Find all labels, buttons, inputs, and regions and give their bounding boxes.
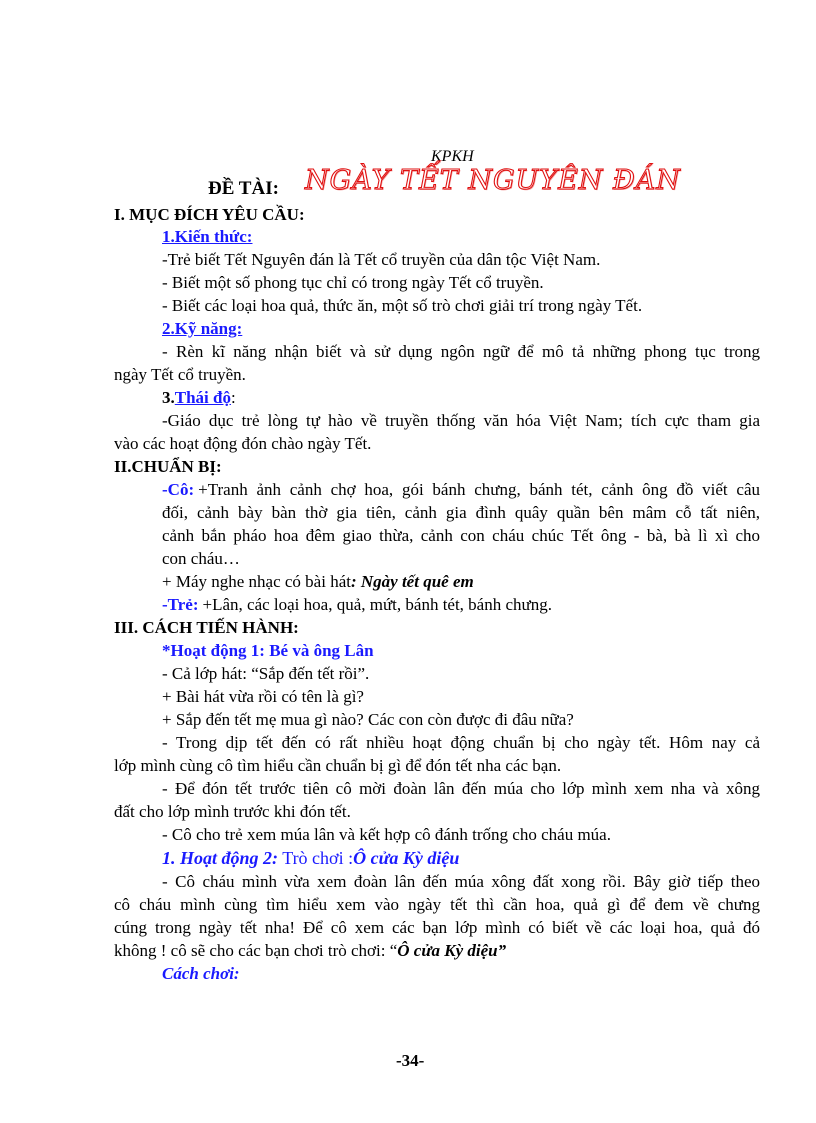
activity1-line-7: đất cho lớp mình trước khi đón tết.	[114, 802, 351, 821]
activity2-game-label: Trò chơi :	[282, 848, 354, 868]
attitude-heading-number: 3.	[162, 388, 175, 407]
teacher-line-1	[162, 479, 760, 501]
activity2-prefix: 1. Hoạt động 2:	[162, 848, 279, 868]
activity2-line-4-game: Ô cửa Kỳ diệu”	[397, 941, 507, 960]
knowledge-line-2: - Biết một số phong tục chỉ có trong ngày Tết cổ truyền.	[162, 273, 544, 292]
attitude-line-2: vào các hoạt động đón chào ngày Tết.	[114, 434, 372, 453]
teacher-line-3: cảnh bắn pháo hoa đêm giao thừa, cảnh con cháu chúc Tết ông - bà, bà lì xì cho	[162, 526, 760, 545]
topic-title: NGÀY TẾT NGUYÊN ĐÁN	[305, 165, 681, 196]
skills-line-1: - Rèn kĩ năng nhận biết và sử dụng ngôn ngữ để mô tả những phong tục trong	[162, 342, 760, 361]
children-label: -Trẻ:	[162, 595, 199, 614]
teacher-line-4: con cháu…	[162, 549, 240, 568]
teacher-label: -Cô:	[162, 480, 195, 499]
attitude-heading	[162, 387, 236, 409]
activity2-line-2: cô cháu mình cùng tìm hiểu xem vào ngày tết thì cần hoa, quả gì để đem về chưng	[114, 895, 760, 914]
activity2-line-1: - Cô cháu mình vừa xem đoàn lân đến múa xông đất xong rồi. Bây giờ tiếp theo	[162, 872, 760, 891]
attitude-line-1: -Giáo dục trẻ lòng tự hào về truyền thống văn hóa Việt Nam; tích cực tham gia	[162, 411, 760, 430]
section1-heading: I. MỤC ĐÍCH YÊU CẦU:	[114, 205, 305, 224]
activity1-line-3: + Sắp đến tết mẹ mua gì nào? Các con còn được đi đâu nữa?	[162, 710, 574, 729]
music-song: : Ngày tết quê em	[350, 572, 474, 591]
activity2-heading	[162, 847, 459, 869]
kpkh-label: KPKH	[431, 148, 474, 165]
activity1-line-8: - Cô cho trẻ xem múa lân và kết hợp cô đánh trống cho cháu múa.	[162, 825, 611, 844]
activity2-line-4-prefix: không ! cô sẽ cho các bạn chơi trò chơi: “	[114, 941, 398, 960]
knowledge-heading: 1.Kiến thức:	[162, 227, 253, 246]
activity1-line-5: lớp mình cùng cô tìm hiểu cần chuẩn bị gì để đón tết nha các bạn.	[114, 756, 562, 775]
activity1-line-6: - Để đón tết trước tiên cô mời đoàn lân đến múa cho lớp mình xem nha và xông	[162, 779, 760, 798]
children-text: +Lân, các loại hoa, quả, mứt, bánh tét, bánh chưng.	[202, 595, 552, 614]
teacher-text-1: +Tranh ảnh cảnh chợ hoa, gói bánh chưng, bánh tét, cảnh ông đồ viết câu	[198, 480, 760, 499]
attitude-heading-text: Thái độ	[174, 388, 231, 407]
knowledge-line-3: - Biết các loại hoa quả, thức ăn, một số trò chơi giải trí trong ngày Tết.	[162, 296, 643, 315]
activity2-line-4	[114, 940, 506, 962]
knowledge-line-1: -Trẻ biết Tết Nguyên đán là Tết cổ truyền của dân tộc Việt Nam.	[162, 250, 601, 269]
how-to-play-label: Cách chơi:	[162, 964, 240, 983]
section3-heading: III. CÁCH TIẾN HÀNH:	[114, 618, 299, 637]
activity1-line-1: - Cả lớp hát: “Sắp đến tết rồi”.	[162, 664, 370, 683]
topic-label: ĐỀ TÀI:	[208, 178, 279, 199]
attitude-heading-colon: :	[230, 388, 236, 407]
music-line	[162, 571, 474, 593]
children-line	[162, 594, 552, 616]
skills-heading: 2.Kỹ năng:	[162, 319, 243, 338]
activity2-line-3: cúng trong ngày tết nha! Để cô xem các bạn lớp mình có biết về các loại hoa, quả đó	[114, 918, 760, 937]
page-number: -34-	[396, 1051, 425, 1070]
activity1-heading: *Hoạt động 1: Bé và ông Lân	[162, 641, 374, 660]
activity1-line-2: + Bài hát vừa rồi có tên là gì?	[162, 687, 364, 706]
activity1-line-4: - Trong dịp tết đến có rất nhiều hoạt động chuẩn bị cho ngày tết. Hôm nay cả	[162, 733, 760, 752]
skills-line-2: ngày Tết cổ truyền.	[114, 365, 246, 384]
music-prefix: + Máy nghe nhạc có bài hát	[162, 572, 351, 591]
section2-heading: II.CHUẨN BỊ:	[114, 457, 222, 476]
activity2-game-name: Ô cửa Kỳ diệu	[353, 848, 460, 868]
teacher-line-2: đối, cảnh bày bàn thờ gia tiên, cảnh gia đình quây quần bên mâm cỗ tất niên,	[162, 503, 760, 522]
